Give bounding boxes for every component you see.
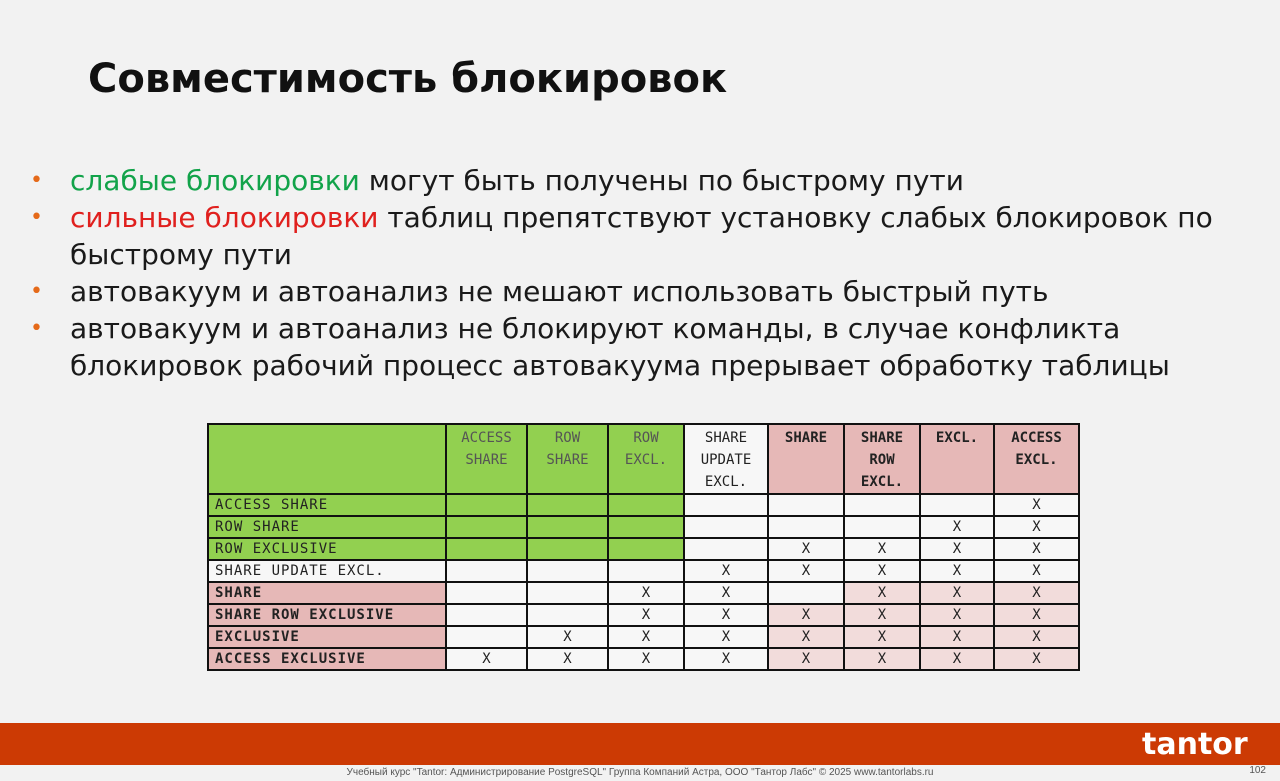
table-row: [208, 516, 1079, 538]
red-highlight: сильные блокировки: [70, 201, 379, 234]
table-cell: [608, 560, 684, 582]
row-label: SHARE: [208, 582, 446, 604]
table-cell: X: [608, 648, 684, 670]
column-header-line: ROW: [869, 452, 895, 468]
table-cell: X: [768, 626, 844, 648]
table-cell: [684, 516, 768, 538]
row-label: ROW SHARE: [208, 516, 446, 538]
table-cell: [844, 516, 920, 538]
table-cell: X: [920, 516, 994, 538]
table-cell: X: [994, 648, 1079, 670]
bullet-item: [30, 310, 1260, 384]
page-number: 102: [1249, 765, 1266, 776]
bullet-item: [30, 199, 1260, 273]
table-cell: X: [684, 648, 768, 670]
column-header: [446, 424, 527, 494]
column-header-line: EXCL.: [860, 474, 904, 490]
table-cell: [446, 494, 527, 516]
column-header: [920, 424, 994, 494]
table-cell: [768, 494, 844, 516]
table-cell: [684, 538, 768, 560]
slide-title: Совместимость блокировок: [88, 56, 728, 102]
table-row: [208, 626, 1079, 648]
table-cell: X: [608, 582, 684, 604]
table-cell: [527, 560, 608, 582]
table-cell: [608, 538, 684, 560]
table-row: [208, 494, 1079, 516]
bullet-item: [30, 273, 1260, 310]
table-cell: X: [608, 626, 684, 648]
bullet-text: могут быть получены по быстрому пути: [359, 164, 964, 197]
footer-bar: [0, 723, 1280, 765]
table-cell: [527, 516, 608, 538]
table-cell: [768, 516, 844, 538]
table-cell: X: [684, 604, 768, 626]
row-label: ROW EXCLUSIVE: [208, 538, 446, 560]
table-cell: [446, 516, 527, 538]
table-cell: X: [527, 648, 608, 670]
column-header-line: EXCL.: [624, 452, 668, 468]
column-header-line: SHARE: [546, 452, 589, 468]
table-cell: X: [920, 604, 994, 626]
table-cell: X: [608, 604, 684, 626]
table-cell: X: [920, 648, 994, 670]
table-row: [208, 582, 1079, 604]
table-corner-cell: [208, 424, 446, 494]
column-header-line: ACCESS: [461, 430, 512, 446]
column-header-line: EXCL.: [704, 474, 748, 490]
green-highlight: слабые блокировки: [70, 164, 360, 197]
bullet-dot-icon: •: [30, 316, 43, 341]
column-header: [844, 424, 920, 494]
table-row: [208, 538, 1079, 560]
table-cell: X: [768, 538, 844, 560]
table-cell: [608, 494, 684, 516]
column-header-line: SHARE: [860, 430, 904, 446]
bullet-list: [30, 162, 1260, 384]
column-header-line: ACCESS: [1011, 430, 1062, 446]
bullet-item: [30, 162, 1260, 199]
row-label: ACCESS SHARE: [208, 494, 446, 516]
table-row: [208, 560, 1079, 582]
bullet-dot-icon: •: [30, 168, 43, 193]
table-cell: [768, 582, 844, 604]
tantor-logo: tantor: [1142, 727, 1248, 762]
table-cell: X: [768, 648, 844, 670]
table-cell: [844, 494, 920, 516]
table-cell: X: [920, 626, 994, 648]
column-header: [768, 424, 844, 494]
table-cell: X: [527, 626, 608, 648]
table-cell: X: [844, 538, 920, 560]
column-header-line: SHARE: [465, 452, 508, 468]
table-cell: X: [994, 538, 1079, 560]
column-header-line: UPDATE: [700, 452, 752, 468]
table-cell: [527, 582, 608, 604]
table-cell: [446, 582, 527, 604]
column-header: [684, 424, 768, 494]
table-cell: X: [920, 560, 994, 582]
lock-compatibility-table: [207, 423, 1080, 671]
bullet-text: таблиц препятствуют установку слабых блокировок по быстрому пути: [70, 201, 1213, 271]
table-cell: X: [844, 604, 920, 626]
table-cell: X: [684, 560, 768, 582]
table-cell: [920, 494, 994, 516]
bullet-text: автовакуум и автоанализ не мешают использовать быстрый путь: [70, 275, 1049, 308]
table-cell: [608, 516, 684, 538]
footer-text: Учебный курс "Tantor: Администрирование PostgreSQL" Группа Компаний Астра, ООО "Тантор Лабс" © 2025 www.tantorlabs.ru: [346, 767, 934, 778]
table-cell: X: [994, 516, 1079, 538]
table-cell: [527, 604, 608, 626]
table-cell: X: [844, 560, 920, 582]
table-cell: X: [994, 582, 1079, 604]
table-cell: X: [920, 538, 994, 560]
row-label: SHARE UPDATE EXCL.: [208, 560, 446, 582]
column-header: [994, 424, 1079, 494]
table-row: [208, 604, 1079, 626]
table-cell: [684, 494, 768, 516]
table-cell: [446, 604, 527, 626]
column-header-line: ROW: [554, 430, 581, 446]
row-label: ACCESS EXCLUSIVE: [208, 648, 446, 670]
table-cell: [527, 538, 608, 560]
table-cell: X: [994, 494, 1079, 516]
column-header-line: SHARE: [784, 430, 828, 446]
table-cell: X: [684, 582, 768, 604]
column-header: [608, 424, 684, 494]
table-cell: X: [768, 560, 844, 582]
table-cell: X: [844, 648, 920, 670]
table-cell: X: [994, 604, 1079, 626]
table-cell: [527, 494, 608, 516]
table-cell: X: [768, 604, 844, 626]
table-cell: [446, 560, 527, 582]
table-cell: X: [446, 648, 527, 670]
bullet-dot-icon: •: [30, 279, 43, 304]
column-header-line: SHARE: [704, 430, 748, 446]
table-cell: X: [844, 582, 920, 604]
table-row: [208, 648, 1079, 670]
table-cell: X: [684, 626, 768, 648]
row-label: SHARE ROW EXCLUSIVE: [208, 604, 446, 626]
table-header-row: [208, 424, 1079, 494]
column-header-line: EXCL.: [935, 430, 979, 446]
row-label: EXCLUSIVE: [208, 626, 446, 648]
column-header: [527, 424, 608, 494]
bullet-dot-icon: •: [30, 205, 43, 230]
column-header-line: ROW: [633, 430, 659, 446]
table-cell: X: [920, 582, 994, 604]
column-header-line: EXCL.: [1015, 452, 1058, 468]
table-cell: X: [994, 560, 1079, 582]
table-cell: [446, 626, 527, 648]
table-cell: X: [994, 626, 1079, 648]
table-cell: [446, 538, 527, 560]
table-cell: X: [844, 626, 920, 648]
bullet-text: автовакуум и автоанализ не блокируют команды, в случае конфликта блокировок рабочий процесс автовакуума прерывает обработку таблицы: [70, 312, 1170, 382]
